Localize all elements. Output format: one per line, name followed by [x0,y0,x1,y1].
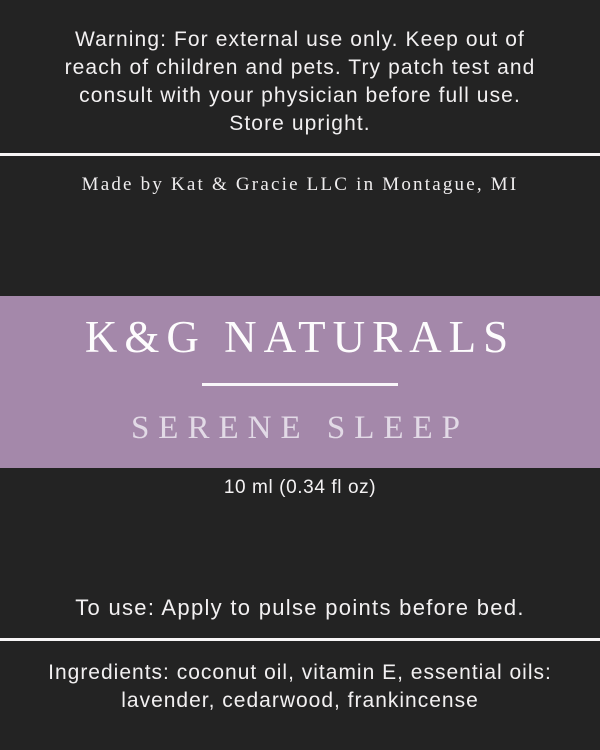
product-name: SERENE SLEEP [130,410,470,446]
warning-text [0,26,600,138]
volume-text: 10 ml (0.34 fl oz) [223,477,377,498]
warning-line: Warning: For external use only. Keep out of [74,28,525,51]
warning-line: reach of children and pets. Try patch test and [64,56,536,79]
ingredients-text [0,659,600,715]
bottom-divider [0,638,600,641]
banner-divider [202,383,398,386]
top-divider [0,153,600,156]
warning-line: consult with your physician before full use. [79,84,521,107]
ingredients-line: lavender, cedarwood, frankincense [121,689,479,712]
made-by-text: Made by Kat & Gracie LLC in Montague, MI [81,174,519,195]
usage-text: To use: Apply to pulse points before bed. [75,595,525,620]
brand-name: K&G NATURALS [84,312,516,362]
brand-banner [0,296,600,468]
ingredients-line: Ingredients: coconut oil, vitamin E, essential oils: [48,661,552,684]
warning-line: Store upright. [229,112,371,135]
